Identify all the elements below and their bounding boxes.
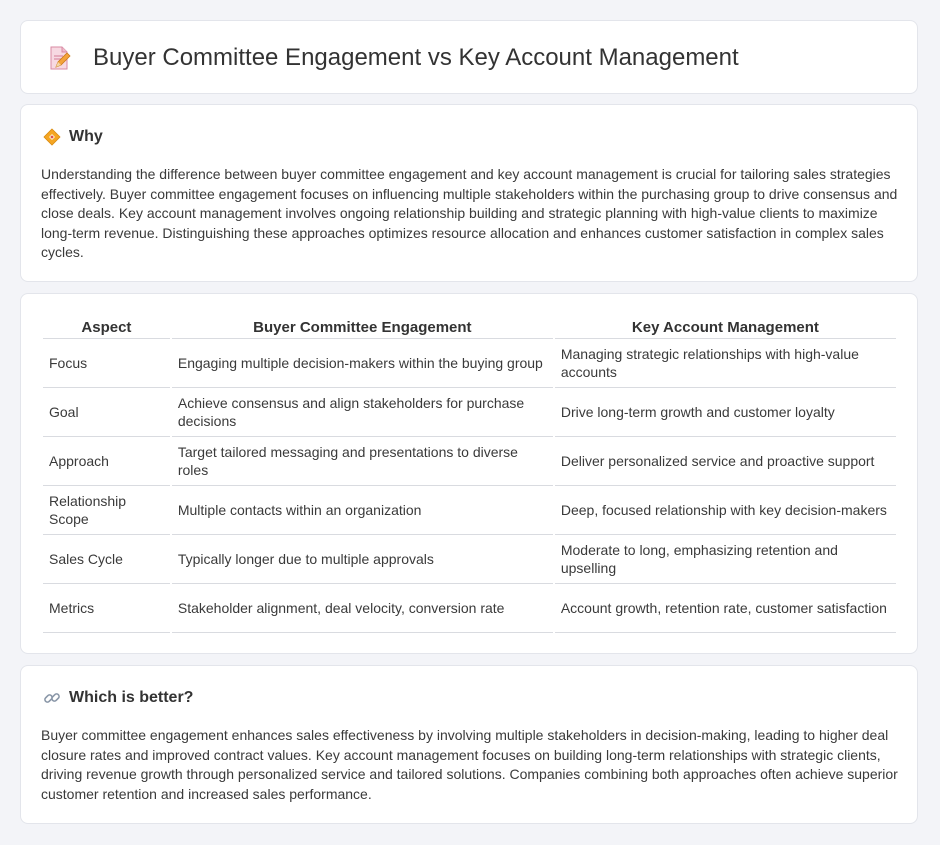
page-header	[46, 43, 739, 73]
document-pencil-icon	[46, 45, 72, 71]
better-body: Buyer committee engagement enhances sales effectiveness by involving multiple stakeholders in decision-making, leading to higher deal closure rates and improved contract values. Key account management focuses on building long-term relationships with strategic clients, driving revenue growth through personalized service and tailored solutions. Companies combining both approaches often achieve superior customer retention and increased sales performance.	[41, 727, 898, 802]
better-heading: Which is better?	[69, 689, 194, 706]
which-better-section	[20, 665, 918, 824]
row-aspect: Metrics	[43, 584, 170, 633]
link-icon	[43, 689, 61, 707]
why-heading: Why	[69, 128, 103, 145]
row-aspect: Sales Cycle	[43, 535, 170, 584]
why-heading-row	[43, 127, 103, 147]
header-key-account: Key Account Management	[555, 316, 896, 339]
row-buyer-committee: Stakeholder alignment, deal velocity, conversion rate	[172, 584, 553, 633]
row-key-account: Drive long-term growth and customer loyalty	[555, 388, 896, 437]
comparison-table	[41, 316, 898, 633]
row-key-account: Moderate to long, emphasizing retention and upselling	[555, 535, 896, 584]
table-row	[43, 535, 896, 584]
why-section	[20, 104, 918, 282]
diamond-warning-icon	[43, 128, 61, 146]
row-aspect: Approach	[43, 437, 170, 486]
row-buyer-committee: Engaging multiple decision-makers within the buying group	[172, 339, 553, 388]
row-aspect: Relationship Scope	[43, 486, 170, 535]
header-aspect: Aspect	[43, 316, 170, 339]
table-header-row	[43, 316, 896, 339]
row-buyer-committee: Achieve consensus and align stakeholders for purchase decisions	[172, 388, 553, 437]
better-heading-row	[43, 688, 193, 708]
row-buyer-committee: Multiple contacts within an organization	[172, 486, 553, 535]
why-body: Understanding the difference between buyer committee engagement and key account management is crucial for tailoring sales strategies effectively. Buyer committee engagement focuses on influencing multiple stakeholders within the purchasing group to drive consensus and close deals. Key account management involves ongoing relationship building and strategic planning with high-value clients to maximize long-term revenue. Distinguishing these approaches optimizes resource allocation and enhances customer satisfaction in complex sales cycles.	[41, 166, 898, 261]
table-row	[43, 339, 896, 388]
header-buyer-committee: Buyer Committee Engagement	[172, 316, 553, 339]
table-row	[43, 388, 896, 437]
row-buyer-committee: Typically longer due to multiple approvals	[172, 535, 553, 584]
row-key-account: Deliver personalized service and proactive support	[555, 437, 896, 486]
table-row	[43, 437, 896, 486]
row-aspect: Focus	[43, 339, 170, 388]
table-row	[43, 584, 896, 633]
row-key-account: Account growth, retention rate, customer satisfaction	[555, 584, 896, 633]
row-key-account: Deep, focused relationship with key decision-makers	[555, 486, 896, 535]
header-card	[20, 20, 918, 94]
table-row	[43, 486, 896, 535]
row-key-account: Managing strategic relationships with high-value accounts	[555, 339, 896, 388]
page-title: Buyer Committee Engagement vs Key Account Management	[93, 44, 739, 71]
row-aspect: Goal	[43, 388, 170, 437]
row-buyer-committee: Target tailored messaging and presentations to diverse roles	[172, 437, 553, 486]
comparison-section	[20, 293, 918, 654]
